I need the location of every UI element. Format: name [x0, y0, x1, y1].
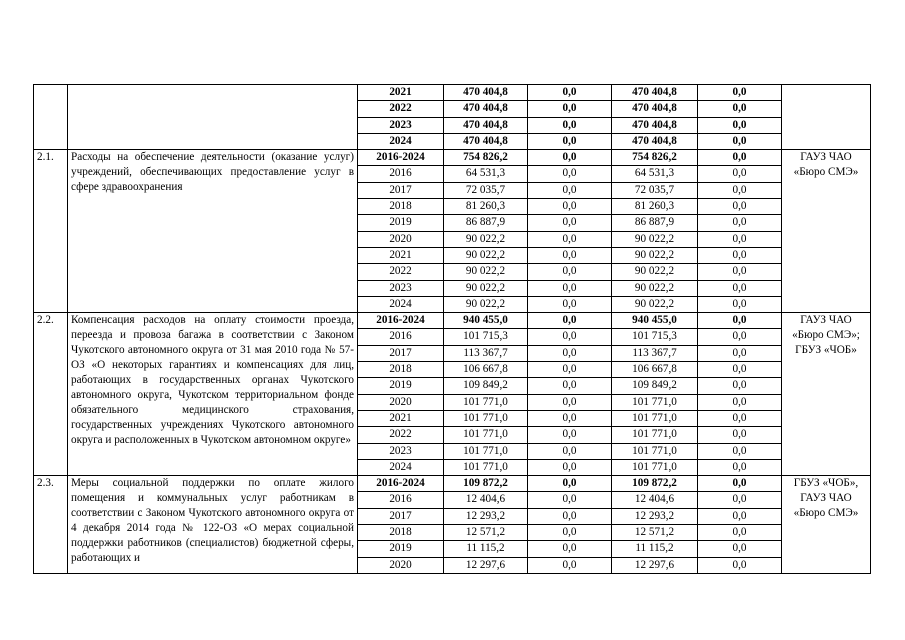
federal-budget-cell: 0,0	[528, 101, 612, 117]
executor-cell: ГАУЗ ЧАО «Бюро СМЭ»; ГБУЗ «ЧОБ»	[782, 313, 871, 476]
federal-budget-cell: 0,0	[528, 182, 612, 198]
total-cell: 109 872,2	[444, 476, 528, 492]
federal-budget-cell: 0,0	[528, 313, 612, 329]
total-cell: 81 260,3	[444, 199, 528, 215]
regional-budget-cell: 12 293,2	[612, 508, 698, 524]
year-cell: 2019	[358, 378, 444, 394]
regional-budget-cell: 101 771,0	[612, 459, 698, 475]
other-sources-cell: 0,0	[698, 199, 782, 215]
year-cell: 2016-2024	[358, 150, 444, 166]
regional-budget-cell: 90 022,2	[612, 264, 698, 280]
total-cell: 12 404,6	[444, 492, 528, 508]
federal-budget-cell: 0,0	[528, 492, 612, 508]
total-cell: 101 771,0	[444, 459, 528, 475]
item-description-cell: Меры социальной поддержки по оплате жилого помещения и коммунальных услуг работникам в соответствии с Законом Чукотского автономного округа от 4 декабря 2014 года № 122-ОЗ «О мерах социальной поддержки работников (специалистов) бюджетной сферы, работающих и	[68, 476, 358, 574]
federal-budget-cell: 0,0	[528, 150, 612, 166]
regional-budget-cell: 109 849,2	[612, 378, 698, 394]
federal-budget-cell: 0,0	[528, 247, 612, 263]
year-cell: 2022	[358, 427, 444, 443]
other-sources-cell: 0,0	[698, 101, 782, 117]
year-cell: 2021	[358, 247, 444, 263]
other-sources-cell: 0,0	[698, 329, 782, 345]
regional-budget-cell: 72 035,7	[612, 182, 698, 198]
federal-budget-cell: 0,0	[528, 443, 612, 459]
regional-budget-cell: 12 297,6	[612, 557, 698, 573]
other-sources-cell: 0,0	[698, 313, 782, 329]
total-cell: 101 715,3	[444, 329, 528, 345]
total-cell: 90 022,2	[444, 296, 528, 312]
regional-budget-cell: 12 571,2	[612, 525, 698, 541]
regional-budget-cell: 470 404,8	[612, 133, 698, 149]
total-cell: 11 115,2	[444, 541, 528, 557]
federal-budget-cell: 0,0	[528, 215, 612, 231]
regional-budget-cell: 101 715,3	[612, 329, 698, 345]
federal-budget-cell: 0,0	[528, 459, 612, 475]
other-sources-cell: 0,0	[698, 508, 782, 524]
total-cell: 470 404,8	[444, 101, 528, 117]
other-sources-cell: 0,0	[698, 296, 782, 312]
federal-budget-cell: 0,0	[528, 541, 612, 557]
other-sources-cell: 0,0	[698, 492, 782, 508]
total-cell: 101 771,0	[444, 427, 528, 443]
other-sources-cell: 0,0	[698, 443, 782, 459]
year-cell: 2020	[358, 231, 444, 247]
regional-budget-cell: 470 404,8	[612, 85, 698, 101]
other-sources-cell: 0,0	[698, 378, 782, 394]
table-row	[34, 313, 871, 329]
total-cell: 754 826,2	[444, 150, 528, 166]
total-cell: 12 571,2	[444, 525, 528, 541]
year-cell: 2016	[358, 329, 444, 345]
regional-budget-cell: 11 115,2	[612, 541, 698, 557]
regional-budget-cell: 470 404,8	[612, 101, 698, 117]
regional-budget-cell: 101 771,0	[612, 394, 698, 410]
total-cell: 113 367,7	[444, 345, 528, 361]
item-number-cell: 2.2.	[34, 313, 68, 476]
total-cell: 101 771,0	[444, 394, 528, 410]
federal-budget-cell: 0,0	[528, 410, 612, 426]
year-cell: 2020	[358, 394, 444, 410]
item-number-cell: 2.1.	[34, 150, 68, 313]
total-cell: 12 297,6	[444, 557, 528, 573]
total-cell: 109 849,2	[444, 378, 528, 394]
regional-budget-cell: 12 404,6	[612, 492, 698, 508]
year-cell: 2017	[358, 508, 444, 524]
federal-budget-cell: 0,0	[528, 199, 612, 215]
total-cell: 106 667,8	[444, 362, 528, 378]
item-number-cell	[34, 85, 68, 150]
regional-budget-cell: 101 771,0	[612, 427, 698, 443]
other-sources-cell: 0,0	[698, 525, 782, 541]
table-row	[34, 150, 871, 166]
regional-budget-cell: 90 022,2	[612, 247, 698, 263]
federal-budget-cell: 0,0	[528, 133, 612, 149]
item-number-cell: 2.3.	[34, 476, 68, 574]
regional-budget-cell: 101 771,0	[612, 443, 698, 459]
total-cell: 470 404,8	[444, 117, 528, 133]
year-cell: 2024	[358, 296, 444, 312]
other-sources-cell: 0,0	[698, 182, 782, 198]
total-cell: 101 771,0	[444, 410, 528, 426]
year-cell: 2016	[358, 166, 444, 182]
federal-budget-cell: 0,0	[528, 117, 612, 133]
total-cell: 12 293,2	[444, 508, 528, 524]
other-sources-cell: 0,0	[698, 557, 782, 573]
year-cell: 2018	[358, 362, 444, 378]
year-cell: 2020	[358, 557, 444, 573]
year-cell: 2016-2024	[358, 476, 444, 492]
regional-budget-cell: 81 260,3	[612, 199, 698, 215]
regional-budget-cell: 109 872,2	[612, 476, 698, 492]
executor-cell	[782, 85, 871, 150]
year-cell: 2016	[358, 492, 444, 508]
federal-budget-cell: 0,0	[528, 296, 612, 312]
federal-budget-cell: 0,0	[528, 231, 612, 247]
year-cell: 2023	[358, 280, 444, 296]
other-sources-cell: 0,0	[698, 394, 782, 410]
total-cell: 940 455,0	[444, 313, 528, 329]
federal-budget-cell: 0,0	[528, 362, 612, 378]
other-sources-cell: 0,0	[698, 247, 782, 263]
total-cell: 72 035,7	[444, 182, 528, 198]
executor-cell: ГАУЗ ЧАО «Бюро СМЭ»	[782, 150, 871, 313]
year-cell: 2022	[358, 101, 444, 117]
total-cell: 470 404,8	[444, 133, 528, 149]
item-description-cell	[68, 85, 358, 150]
year-cell: 2016-2024	[358, 313, 444, 329]
other-sources-cell: 0,0	[698, 117, 782, 133]
table-body	[34, 85, 871, 574]
item-description-cell: Компенсация расходов на оплату стоимости проезда, переезда и провоза багажа в соответствии с Законом Чукотского автономного округа от 31 мая 2010 года № 57-ОЗ «О некоторых гарантиях и компенсациях для лиц, работающих в государственных органах Чукотского автономного округа, Чукотском территориальном фонде обязательного медицинского страхования, государственных учреждениях Чукотского автономного округа и расположенных в Чукотском автономном округе»	[68, 313, 358, 476]
other-sources-cell: 0,0	[698, 541, 782, 557]
item-description-cell: Расходы на обеспечение деятельности (оказание услуг) учреждений, обеспечивающих предоставление услуг в сфере здравоохранения	[68, 150, 358, 313]
year-cell: 2019	[358, 541, 444, 557]
other-sources-cell: 0,0	[698, 345, 782, 361]
other-sources-cell: 0,0	[698, 362, 782, 378]
regional-budget-cell: 101 771,0	[612, 410, 698, 426]
table-row	[34, 476, 871, 492]
total-cell: 64 531,3	[444, 166, 528, 182]
regional-budget-cell: 86 887,9	[612, 215, 698, 231]
total-cell: 90 022,2	[444, 231, 528, 247]
federal-budget-cell: 0,0	[528, 345, 612, 361]
total-cell: 470 404,8	[444, 85, 528, 101]
year-cell: 2018	[358, 199, 444, 215]
federal-budget-cell: 0,0	[528, 427, 612, 443]
federal-budget-cell: 0,0	[528, 525, 612, 541]
budget-table	[33, 84, 871, 574]
other-sources-cell: 0,0	[698, 133, 782, 149]
year-cell: 2023	[358, 117, 444, 133]
federal-budget-cell: 0,0	[528, 394, 612, 410]
federal-budget-cell: 0,0	[528, 378, 612, 394]
total-cell: 90 022,2	[444, 264, 528, 280]
regional-budget-cell: 90 022,2	[612, 231, 698, 247]
total-cell: 86 887,9	[444, 215, 528, 231]
regional-budget-cell: 90 022,2	[612, 280, 698, 296]
other-sources-cell: 0,0	[698, 166, 782, 182]
year-cell: 2019	[358, 215, 444, 231]
other-sources-cell: 0,0	[698, 85, 782, 101]
year-cell: 2018	[358, 525, 444, 541]
regional-budget-cell: 940 455,0	[612, 313, 698, 329]
federal-budget-cell: 0,0	[528, 557, 612, 573]
year-cell: 2021	[358, 410, 444, 426]
year-cell: 2023	[358, 443, 444, 459]
federal-budget-cell: 0,0	[528, 280, 612, 296]
year-cell: 2024	[358, 133, 444, 149]
other-sources-cell: 0,0	[698, 280, 782, 296]
regional-budget-cell: 113 367,7	[612, 345, 698, 361]
total-cell: 90 022,2	[444, 247, 528, 263]
other-sources-cell: 0,0	[698, 410, 782, 426]
other-sources-cell: 0,0	[698, 215, 782, 231]
year-cell: 2021	[358, 85, 444, 101]
other-sources-cell: 0,0	[698, 264, 782, 280]
regional-budget-cell: 754 826,2	[612, 150, 698, 166]
year-cell: 2017	[358, 345, 444, 361]
year-cell: 2017	[358, 182, 444, 198]
federal-budget-cell: 0,0	[528, 508, 612, 524]
regional-budget-cell: 106 667,8	[612, 362, 698, 378]
federal-budget-cell: 0,0	[528, 264, 612, 280]
federal-budget-cell: 0,0	[528, 85, 612, 101]
other-sources-cell: 0,0	[698, 476, 782, 492]
federal-budget-cell: 0,0	[528, 166, 612, 182]
other-sources-cell: 0,0	[698, 459, 782, 475]
regional-budget-cell: 470 404,8	[612, 117, 698, 133]
executor-cell: ГБУЗ «ЧОБ», ГАУЗ ЧАО «Бюро СМЭ»	[782, 476, 871, 574]
federal-budget-cell: 0,0	[528, 476, 612, 492]
other-sources-cell: 0,0	[698, 231, 782, 247]
other-sources-cell: 0,0	[698, 150, 782, 166]
regional-budget-cell: 90 022,2	[612, 296, 698, 312]
year-cell: 2024	[358, 459, 444, 475]
other-sources-cell: 0,0	[698, 427, 782, 443]
total-cell: 90 022,2	[444, 280, 528, 296]
year-cell: 2022	[358, 264, 444, 280]
total-cell: 101 771,0	[444, 443, 528, 459]
regional-budget-cell: 64 531,3	[612, 166, 698, 182]
federal-budget-cell: 0,0	[528, 329, 612, 345]
table-row	[34, 85, 871, 101]
